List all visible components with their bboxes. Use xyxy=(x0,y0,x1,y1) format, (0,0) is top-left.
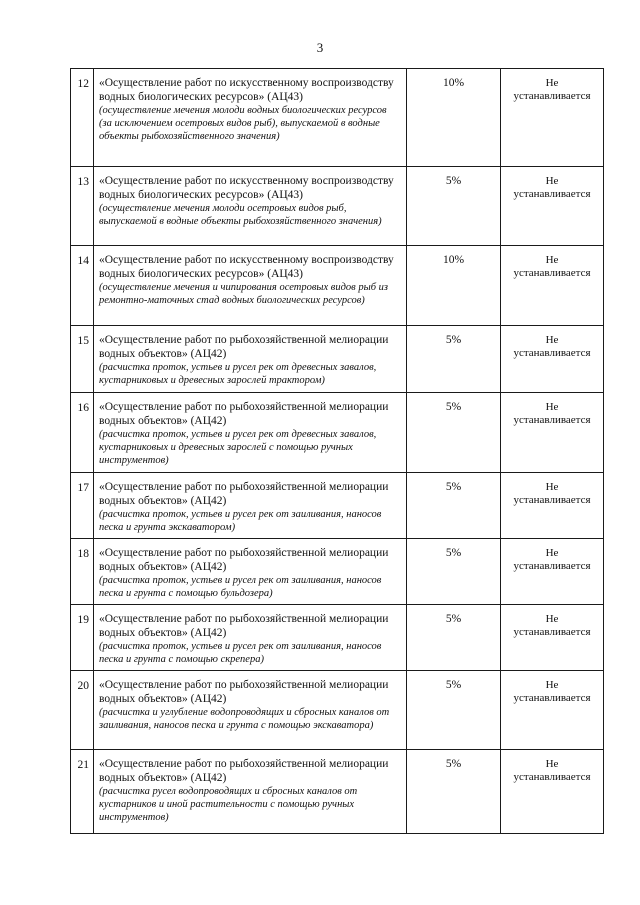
limit-cell xyxy=(501,326,604,393)
activity-name: «Осуществление работ по рыбохозяйственной мелиорации водных объектов» (АЦ42) xyxy=(99,679,389,705)
activity-cell xyxy=(94,326,407,393)
activity-note: (расчистка проток, устьев и русел рек от заиливания, наносов песка и грунта с помощью скрепера) xyxy=(99,641,382,665)
percent-value: 5% xyxy=(407,167,501,246)
row-number: 19 xyxy=(71,605,94,671)
limit-line1: Не xyxy=(545,77,559,89)
limit-line1: Не xyxy=(545,481,559,493)
limit-line1: Не xyxy=(545,679,559,691)
limit-line1: Не xyxy=(545,613,559,625)
limit-line1: Не xyxy=(545,401,559,413)
activity-name: «Осуществление работ по искусственному воспроизводству водных биологических ресурсов» (АЦ43) xyxy=(99,175,394,201)
activity-name: «Осуществление работ по рыбохозяйственной мелиорации водных объектов» (АЦ42) xyxy=(99,547,389,573)
activity-note: (расчистка проток, устьев и русел рек от древесных завалов, кустарниковых и древесных зарослей трактором) xyxy=(99,362,377,386)
limit-line2: устанавливается xyxy=(513,414,591,426)
limit-line2: устанавливается xyxy=(513,560,591,572)
percent-value: 10% xyxy=(407,69,501,167)
row-number: 17 xyxy=(71,473,94,539)
activity-note: (расчистка проток, устьев и русел рек от заиливания, наносов песка и грунта экскаватором) xyxy=(99,509,382,533)
row-number: 21 xyxy=(71,750,94,834)
activity-cell xyxy=(94,393,407,473)
limit-line2: устанавливается xyxy=(513,188,591,200)
activity-cell xyxy=(94,539,407,605)
limit-cell xyxy=(501,167,604,246)
activity-note: (расчистка проток, устьев и русел рек от заиливания, наносов песка и грунта с помощью бульдозера) xyxy=(99,575,382,599)
percent-value: 5% xyxy=(407,326,501,393)
activity-name: «Осуществление работ по искусственному воспроизводству водных биологических ресурсов» (АЦ43) xyxy=(99,77,394,103)
table-row xyxy=(71,605,604,671)
limit-line2: устанавливается xyxy=(513,90,591,102)
limit-line2: устанавливается xyxy=(513,347,591,359)
limit-cell xyxy=(501,671,604,750)
limit-cell xyxy=(501,750,604,834)
limit-line1: Не xyxy=(545,758,559,770)
limit-line2: устанавливается xyxy=(513,626,591,638)
limit-line2: устанавливается xyxy=(513,692,591,704)
limit-cell xyxy=(501,69,604,167)
activity-name: «Осуществление работ по искусственному воспроизводству водных биологических ресурсов» (АЦ43) xyxy=(99,254,394,280)
limit-line1: Не xyxy=(545,334,559,346)
activity-cell xyxy=(94,473,407,539)
activity-cell xyxy=(94,69,407,167)
row-number: 16 xyxy=(71,393,94,473)
page-number: 3 xyxy=(316,40,324,55)
activity-name: «Осуществление работ по рыбохозяйственной мелиорации водных объектов» (АЦ42) xyxy=(99,334,389,360)
row-number: 18 xyxy=(71,539,94,605)
document-table xyxy=(70,68,604,834)
activity-cell xyxy=(94,246,407,326)
percent-value: 5% xyxy=(407,671,501,750)
table-row xyxy=(71,750,604,834)
row-number: 13 xyxy=(71,167,94,246)
limit-line1: Не xyxy=(545,254,559,266)
activity-cell xyxy=(94,605,407,671)
activity-name: «Осуществление работ по рыбохозяйственной мелиорации водных объектов» (АЦ42) xyxy=(99,481,389,507)
percent-value: 5% xyxy=(407,473,501,539)
limit-line1: Не xyxy=(545,547,559,559)
activity-cell xyxy=(94,167,407,246)
table-row xyxy=(71,473,604,539)
activity-name: «Осуществление работ по рыбохозяйственной мелиорации водных объектов» (АЦ42) xyxy=(99,401,389,427)
activity-note: (осуществление мечения и чипирования осетровых видов рыб из ремонтно-маточных стад водных биологических ресурсов) xyxy=(99,282,388,306)
row-number: 12 xyxy=(71,69,94,167)
percent-value: 5% xyxy=(407,539,501,605)
percent-value: 5% xyxy=(407,605,501,671)
table-row xyxy=(71,671,604,750)
activity-name: «Осуществление работ по рыбохозяйственной мелиорации водных объектов» (АЦ42) xyxy=(99,613,389,639)
limit-line2: устанавливается xyxy=(513,771,591,783)
table-row xyxy=(71,246,604,326)
activity-note: (расчистка и углубление водопроводящих и сбросных каналов от заиливания, наносов песка и грунта с помощью экскаватора) xyxy=(99,707,390,731)
table-row xyxy=(71,326,604,393)
table-row xyxy=(71,393,604,473)
row-number: 14 xyxy=(71,246,94,326)
percent-value: 10% xyxy=(407,246,501,326)
table-row xyxy=(71,69,604,167)
limit-line2: устанавливается xyxy=(513,267,591,279)
table-row xyxy=(71,167,604,246)
row-number: 20 xyxy=(71,671,94,750)
activity-note: (расчистка русел водопроводящих и сбросных каналов от кустарников и иной растительности с помощью ручных инструментов) xyxy=(99,786,358,823)
activity-note: (осуществление мечения молоди водных биологических ресурсов (за исключением осетровых видов рыб), выпускаемой в водные объекты рыбохозяйственного значения) xyxy=(99,105,387,142)
limit-cell xyxy=(501,473,604,539)
limit-cell xyxy=(501,246,604,326)
activity-cell xyxy=(94,671,407,750)
limit-cell xyxy=(501,393,604,473)
limit-cell xyxy=(501,605,604,671)
activity-note: (осуществление мечения молоди осетровых видов рыб, выпускаемой в водные объекты рыбохозяйственного значения) xyxy=(99,203,382,227)
row-number: 15 xyxy=(71,326,94,393)
percent-value: 5% xyxy=(407,393,501,473)
activity-cell xyxy=(94,750,407,834)
limit-line1: Не xyxy=(545,175,559,187)
percent-value: 5% xyxy=(407,750,501,834)
limit-line2: устанавливается xyxy=(513,494,591,506)
activity-note: (расчистка проток, устьев и русел рек от древесных завалов, кустарниковых и древесных зарослей с помощью ручных инструментов) xyxy=(99,429,377,466)
table-row xyxy=(71,539,604,605)
activity-name: «Осуществление работ по рыбохозяйственной мелиорации водных объектов» (АЦ42) xyxy=(99,758,389,784)
limit-cell xyxy=(501,539,604,605)
